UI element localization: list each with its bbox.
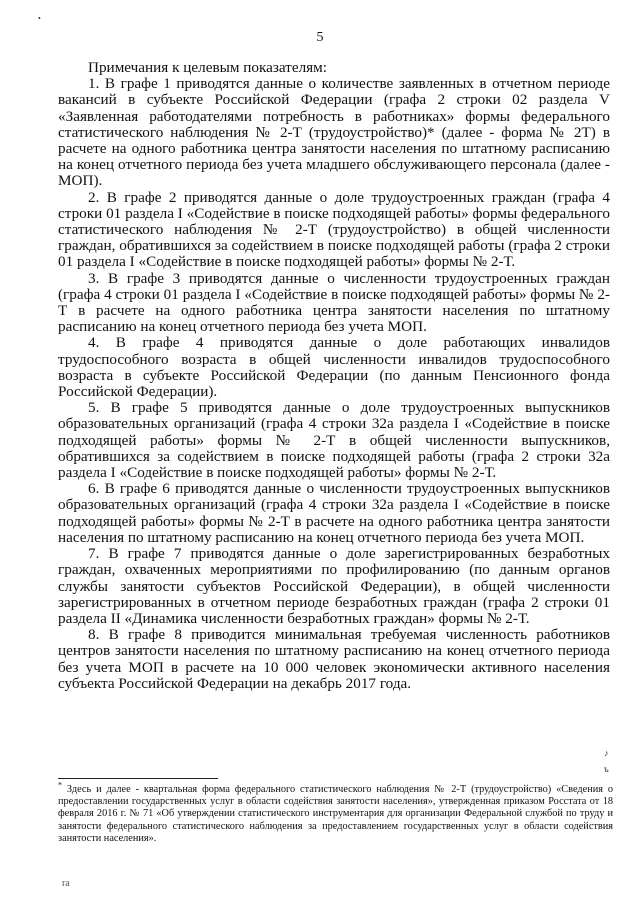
scan-artifact-top: • — [38, 14, 41, 23]
note-paragraph-4: 4. В графе 4 приводятся данные о доле работающих инвалидов трудоспособного возраста в общей численности инвалидов трудоспособного возраста в субъекте Российской Федерации (по данным Пенсионного фонда Российской Федерации). — [58, 334, 610, 401]
footnote-text: Здесь и далее - квартальная форма федерального статистического наблюдения № 2-Т (трудоустройство) «Сведения о предоставлении государственных услуг в области содействия занятости населения», утвержденная приказом Росстата от 18 февраля 2016 г. № 71 «Об утверждении статистического инструментария для организации Федеральной службой по труду и занятости федерального статистического наблюдения за предоставлением государственных услуг в области содействия занятости населения». — [58, 784, 614, 844]
note-paragraph-1: 1. В графе 1 приводятся данные о количестве заявленных в отчетном периоде вакансий в субъекте Российской Федерации (графа 2 строки 02 раздела V «Заявленная работодателями потребность в работниках» формы федерального статистического наблюдения № 2-Т (трудоустройство)* (далее - форма № 2Т) в расчете на одного работника центра занятости населения по штатному расписанию на конец отчетного периода без учета младшего обслуживающего персонала (далее - МОП). — [58, 75, 610, 190]
page-number: 5 — [316, 30, 324, 45]
scan-artifact-right-1: ♪ — [604, 748, 609, 758]
footnote-marker: * — [58, 780, 62, 790]
note-paragraph-3: 3. В графе 3 приводятся данные о численности трудоустроенных граждан (графа 4 строки 01 раздела I «Содействие в поиске подходящей работы» формы № 2-Т в расчете на одного работника центра занятости населения по штатному расписанию на конец отчетного периода без учета МОП. — [58, 269, 610, 336]
document-body — [58, 60, 610, 692]
note-paragraph-6: 6. В графе 6 приводятся данные о численности трудоустроенных выпускников образовательных организаций (графа 4 строки 32а раздела I «Содействие в поиске подходящей работы» формы № 2-Т в расчете на одного работника центра занятости населения по штатному расписанию на конец отчетного периода без учета МОП. — [58, 480, 610, 546]
note-paragraph-8: 8. В графе 8 приводится минимальная требуемая численность работников центров занятости населения по штатному расписанию на конец отчетного периода без учета МОП в расчете на 10 000 человек экономически активного населения субъекта Российской Федерации на декабрь 2017 года. — [58, 626, 610, 692]
footnote-divider — [58, 778, 218, 779]
note-paragraph-5: 5. В графе 5 приводятся данные о доле трудоустроенных выпускников образовательных организаций (графа 4 строки 32а раздела I «Содействие в поиске подходящей работы» формы № 2-Т в общей численности выпускников, обратившихся за содействием в поиске подходящей работы (графа 2 строки 32а раздела I «Содействие в поиске подходящей работы» формы № 2-Т. — [58, 399, 610, 482]
scan-artifact-bottom: ra — [62, 878, 70, 889]
note-paragraph-2: 2. В графе 2 приводятся данные о доле трудоустроенных граждан (графа 4 строки 01 раздела I «Содействие в поиске подходящей работы» формы федерального статистического наблюдения № 2-Т (трудоустройство) в общей численности граждан, обратившихся за содействием в поиске подходящей работы (графа 2 строки 01 раздела I «Содействие в поиске подходящей работы» формы № 2-Т. — [58, 188, 610, 271]
scan-artifact-right-2: ъ — [604, 764, 609, 774]
note-paragraph-7: 7. В графе 7 приводятся данные о доле зарегистрированных безработных граждан, охваченных мероприятиями по профилированию (по данным органов службы занятости субъектов Российской Федерации), в общей численности зарегистрированных в отчетном периоде безработных граждан (графа 2 строки 01 раздела II «Динамика численности безработных граждан» формы № 2-Т. — [58, 545, 610, 627]
notes-heading: Примечания к целевым показателям: — [88, 59, 327, 76]
footnote — [58, 780, 614, 845]
